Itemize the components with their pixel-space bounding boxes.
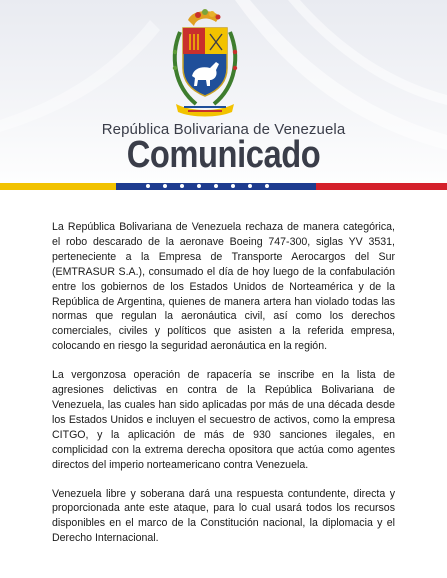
paragraph: La vergonzosa operación de rapacería se inscribe en la lista de agresiones delictivas en contra de la República Bolivariana de Venezuela, las cuales han sido aplicadas por más de una década desde los Estados Unidos e incluyen el secuestro de activos, como la empresa CITGO, y la aplicación de más de 930 sanciones ilegales, en complicidad con la extrema derecha opositora que actúa como agentes directos del imperio norteamericano contra Venezuela. — [52, 369, 395, 471]
flag-stars — [146, 184, 269, 188]
flag-stripe-blue — [116, 183, 316, 190]
star-icon — [248, 184, 252, 188]
star-icon — [163, 184, 167, 188]
communique-body — [52, 220, 395, 560]
star-icon — [146, 184, 150, 188]
page-title: Comunicado — [126, 134, 321, 176]
country-name: República Bolivariana de Venezuela — [101, 121, 346, 138]
coat-of-arms-icon — [166, 6, 244, 118]
star-icon — [214, 184, 218, 188]
star-icon — [180, 184, 184, 188]
flag-stripe — [0, 183, 447, 190]
flag-stripe-yellow — [0, 183, 116, 190]
letterhead — [0, 0, 447, 192]
paragraph: La República Bolivariana de Venezuela rechaza de manera categórica, el robo descarado de la aeronave Boeing 747-300, siglas YV 3531, perteneciente a la Empresa de Transporte Aerocargos del Sur (EMTRASUR S.A.), consumado el día de hoy luego de la confabulación entre los gobiernos de los Estados Unidos de Norteamérica y de la República de Argentina, quienes de manera artera han violado todas las normas que regulan la aeronáutica civil, así como los derechos comerciales, civiles y políticos que asisten a la referida empresa, colocando en riesgo la seguridad aeronáutica en la región. — [52, 221, 395, 353]
flag-stripe-red — [316, 183, 447, 190]
paragraph: Venezuela libre y soberana dará una respuesta contundente, directa y proporcionada ante este ataque, para lo cual usará todos los recursos disponibles en el marco de la Constitución nacional, la diplomacia y el Derecho Internacional. — [52, 487, 395, 545]
star-icon — [231, 184, 235, 188]
star-icon — [265, 184, 269, 188]
star-icon — [197, 184, 201, 188]
